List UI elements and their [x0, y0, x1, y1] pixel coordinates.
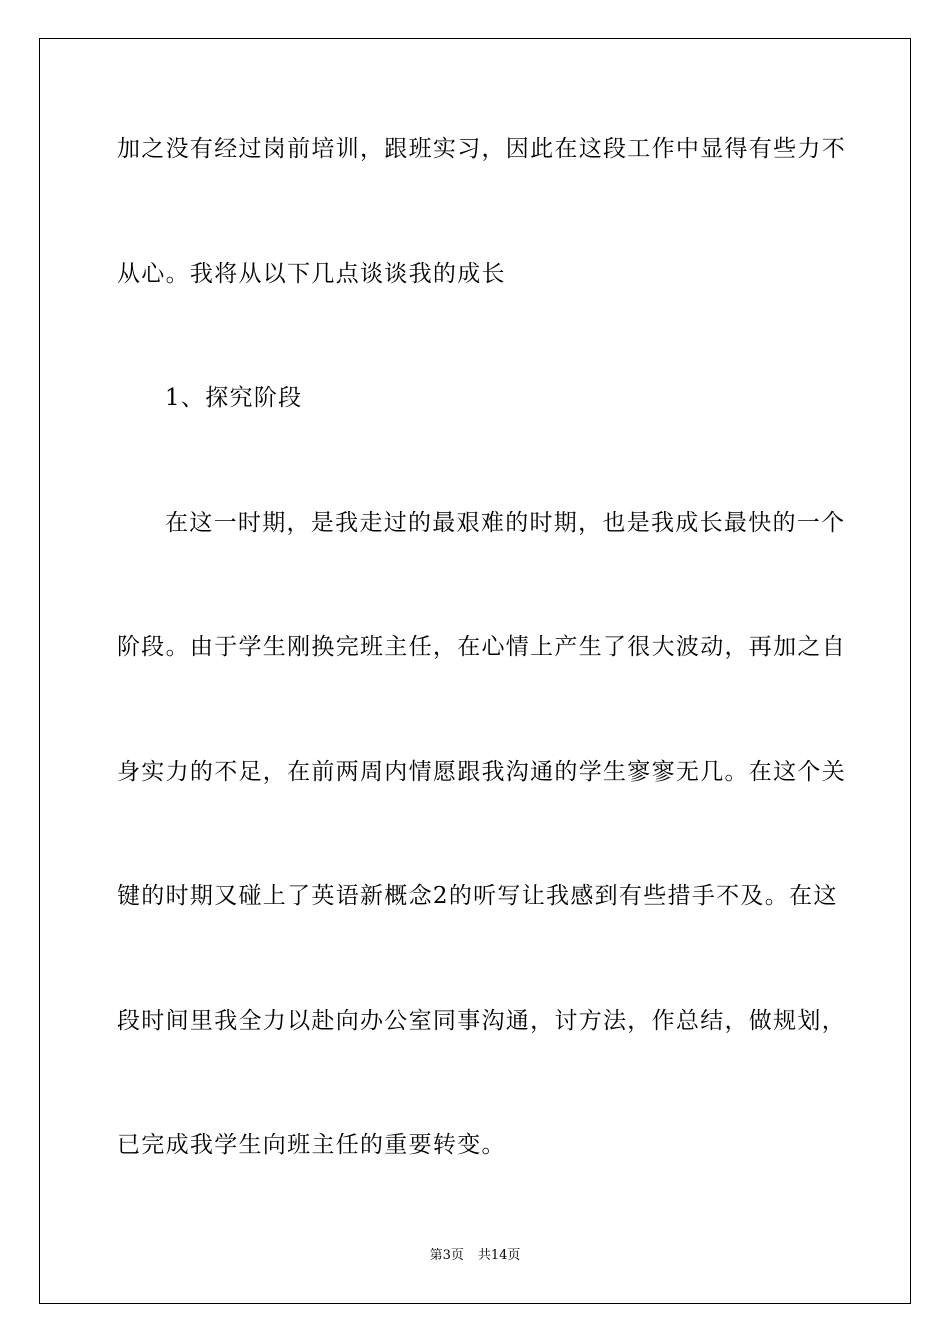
- text-line: 段时间里我全力以赴向办公室同事沟通，讨方法，作总结，做规划，: [117, 1008, 846, 1034]
- text-line: 阶段。由于学生刚换完班主任，在心情上产生了很大波动，再加之自: [117, 634, 846, 660]
- text-line: 身实力的不足，在前两周内情愿跟我沟通的学生寥寥无几。在这个关: [117, 759, 846, 785]
- text-line: 已完成我学生向班主任的重要转变。: [117, 1132, 506, 1158]
- page-footer: [0, 1247, 950, 1265]
- page-total: 共14页: [477, 1248, 521, 1263]
- text-line: 键的时期又碰上了英语新概念2的听写让我感到有些措手不及。在这: [117, 883, 838, 909]
- text-line: 在这一时期，是我走过的最艰难的时期，也是我成长最快的一个: [165, 510, 846, 536]
- text-line: 加之没有经过岗前培训，跟班实习，因此在这段工作中显得有些力不: [117, 136, 846, 162]
- text-line: 从心。我将从以下几点谈谈我的成长: [117, 261, 506, 287]
- page-number: 第3页: [429, 1248, 464, 1263]
- section-heading: 1、探究阶段: [165, 385, 303, 411]
- page-border: [39, 38, 911, 1304]
